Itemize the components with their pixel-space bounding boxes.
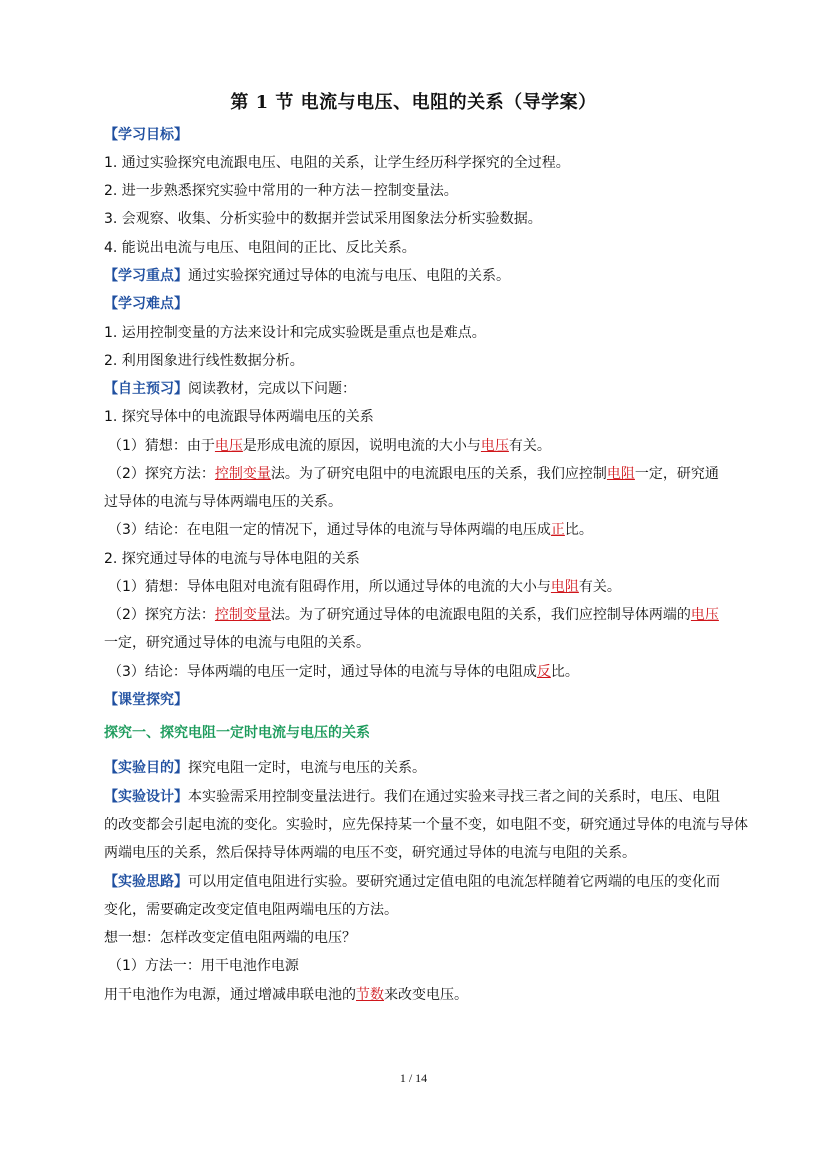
idea-text: 可以用定值电阻进行实验。要研究通过定值电阻的电流怎样随着它两端的电压的变化而 bbox=[188, 874, 720, 890]
difficulty-item: 1. 运用控制变量的方法来设计和完成实验既是重点也是难点。 bbox=[104, 325, 486, 341]
text-segment: 法。为了研究通过导体的电流跟电阻的关系，我们应控制导体两端的 bbox=[270, 607, 691, 623]
preview-heading: 【自主预习】 bbox=[104, 381, 188, 397]
goal-item: 1. 通过实验探究电流跟电压、电阻的关系，让学生经历科学探究的全过程。 bbox=[104, 155, 570, 171]
preview-q2-guess bbox=[108, 577, 621, 597]
answer-blank: 控制变量 bbox=[214, 607, 271, 623]
explore1-title bbox=[104, 723, 370, 743]
preview-q1-title: 1. 探究导体中的电流跟导体两端电压的关系 bbox=[104, 409, 374, 425]
answer-blank: 节数 bbox=[356, 987, 384, 1003]
key-point-line bbox=[104, 266, 510, 286]
method1-text bbox=[104, 985, 468, 1005]
text-segment: 一定，研究通 bbox=[634, 466, 719, 482]
idea-heading: 【实验思路】 bbox=[104, 874, 188, 890]
key-text: 通过实验探究通过导体的电流与电压、电阻的关系。 bbox=[188, 268, 510, 284]
preview-q1-guess bbox=[108, 436, 551, 456]
text-segment: 是形成电流的原因，说明电流的大小与 bbox=[242, 438, 481, 454]
preview-q2-conclusion bbox=[108, 662, 579, 682]
text-segment: 比。 bbox=[550, 664, 579, 680]
key-heading: 【学习重点】 bbox=[104, 268, 188, 284]
goal-item: 4. 能说出电流与电压、电阻间的正比、反比关系。 bbox=[104, 240, 416, 256]
learning-goals-heading bbox=[104, 125, 188, 145]
answer-blank: 电压 bbox=[214, 438, 243, 454]
think-line: 想一想：怎样改变定值电阻两端的电压？ bbox=[104, 930, 356, 946]
answer-blank: 电压 bbox=[480, 438, 509, 454]
text-segment: （3）结论：在电阻一定的情况下，通过导体的电流与导体两端的电压成 bbox=[108, 522, 551, 538]
text-segment: 比。 bbox=[564, 522, 593, 538]
text-segment: （1）猜想：导体电阻对电流有阻碍作用，所以通过导体的电流的大小与 bbox=[108, 579, 551, 595]
difficulty-heading-line bbox=[104, 294, 188, 314]
goals-heading: 【学习目标】 bbox=[104, 127, 188, 143]
preview-q1-conclusion bbox=[108, 520, 593, 540]
answer-blank: 控制变量 bbox=[214, 466, 271, 482]
text-segment: 法。为了研究电阻中的电流跟电压的关系，我们应控制 bbox=[270, 466, 607, 482]
text-segment: （1）猜想：由于 bbox=[108, 438, 215, 454]
design-text-cont: 的改变都会引起电流的变化。实验时，应先保持某一个量不变，如电阻不变，研究通过导体的电流与导体 bbox=[104, 817, 748, 833]
idea-line bbox=[104, 872, 720, 892]
design-text: 本实验需采用控制变量法进行。我们在通过实验来寻找三者之间的关系时，电压、电阻 bbox=[188, 789, 720, 805]
preview-text: 阅读教材，完成以下问题： bbox=[188, 381, 356, 397]
preview-q2-title: 2. 探究通过导体的电流与导体电阻的关系 bbox=[104, 551, 360, 567]
aim-heading: 【实验目的】 bbox=[104, 760, 188, 776]
answer-blank: 反 bbox=[536, 664, 551, 680]
goal-item: 2. 进一步熟悉探究实验中常用的一种方法－控制变量法。 bbox=[104, 183, 458, 199]
preview-q2-method-cont: 一定，研究通过导体的电流与电阻的关系。 bbox=[104, 635, 370, 651]
aim-line bbox=[104, 758, 426, 778]
text-segment: 有关。 bbox=[578, 579, 621, 595]
preview-line bbox=[104, 379, 356, 399]
difficulty-heading: 【学习难点】 bbox=[104, 296, 188, 312]
text-segment: （2）探究方法： bbox=[108, 607, 215, 623]
text-segment: 用干电池作为电源，通过增减串联电池的 bbox=[104, 987, 356, 1003]
preview-q2-method bbox=[108, 605, 719, 625]
preview-q1-method-cont: 过导体的电流与导体两端电压的关系。 bbox=[104, 494, 342, 510]
design-heading: 【实验设计】 bbox=[104, 789, 188, 805]
text-segment: 有关。 bbox=[508, 438, 551, 454]
design-text-cont: 两端电压的关系，然后保持导体两端的电压不变，研究通过导体的电流与电阻的关系。 bbox=[104, 845, 636, 861]
text-segment: （3）结论：导体两端的电压一定时，通过导体的电流与导体的电阻成 bbox=[108, 664, 537, 680]
text-segment: 来改变电压。 bbox=[384, 987, 468, 1003]
page-title: 第 1 节 电流与电压、电阻的关系（导学案） bbox=[230, 92, 597, 113]
answer-blank: 电压 bbox=[690, 607, 719, 623]
design-line bbox=[104, 787, 720, 807]
page-number: 1 / 14 bbox=[399, 1071, 428, 1085]
aim-text: 探究电阻一定时，电流与电压的关系。 bbox=[188, 760, 426, 776]
idea-text-cont: 变化，需要确定改变定值电阻两端电压的方法。 bbox=[104, 902, 398, 918]
difficulty-item: 2. 利用图象进行线性数据分析。 bbox=[104, 353, 304, 369]
preview-q1-method bbox=[108, 464, 719, 484]
goal-item: 3. 会观察、收集、分析实验中的数据并尝试采用图象法分析实验数据。 bbox=[104, 211, 542, 227]
class-explore-heading: 【课堂探究】 bbox=[104, 692, 188, 708]
answer-blank: 电阻 bbox=[550, 579, 579, 595]
class-explore-heading-line bbox=[104, 690, 188, 710]
answer-blank: 正 bbox=[550, 522, 565, 538]
text-segment: （2）探究方法： bbox=[108, 466, 215, 482]
explore1-title-text: 探究一、探究电阻一定时电流与电压的关系 bbox=[104, 725, 370, 741]
answer-blank: 电阻 bbox=[606, 466, 635, 482]
method1-line: （1）方法一：用干电池作电源 bbox=[108, 958, 299, 974]
